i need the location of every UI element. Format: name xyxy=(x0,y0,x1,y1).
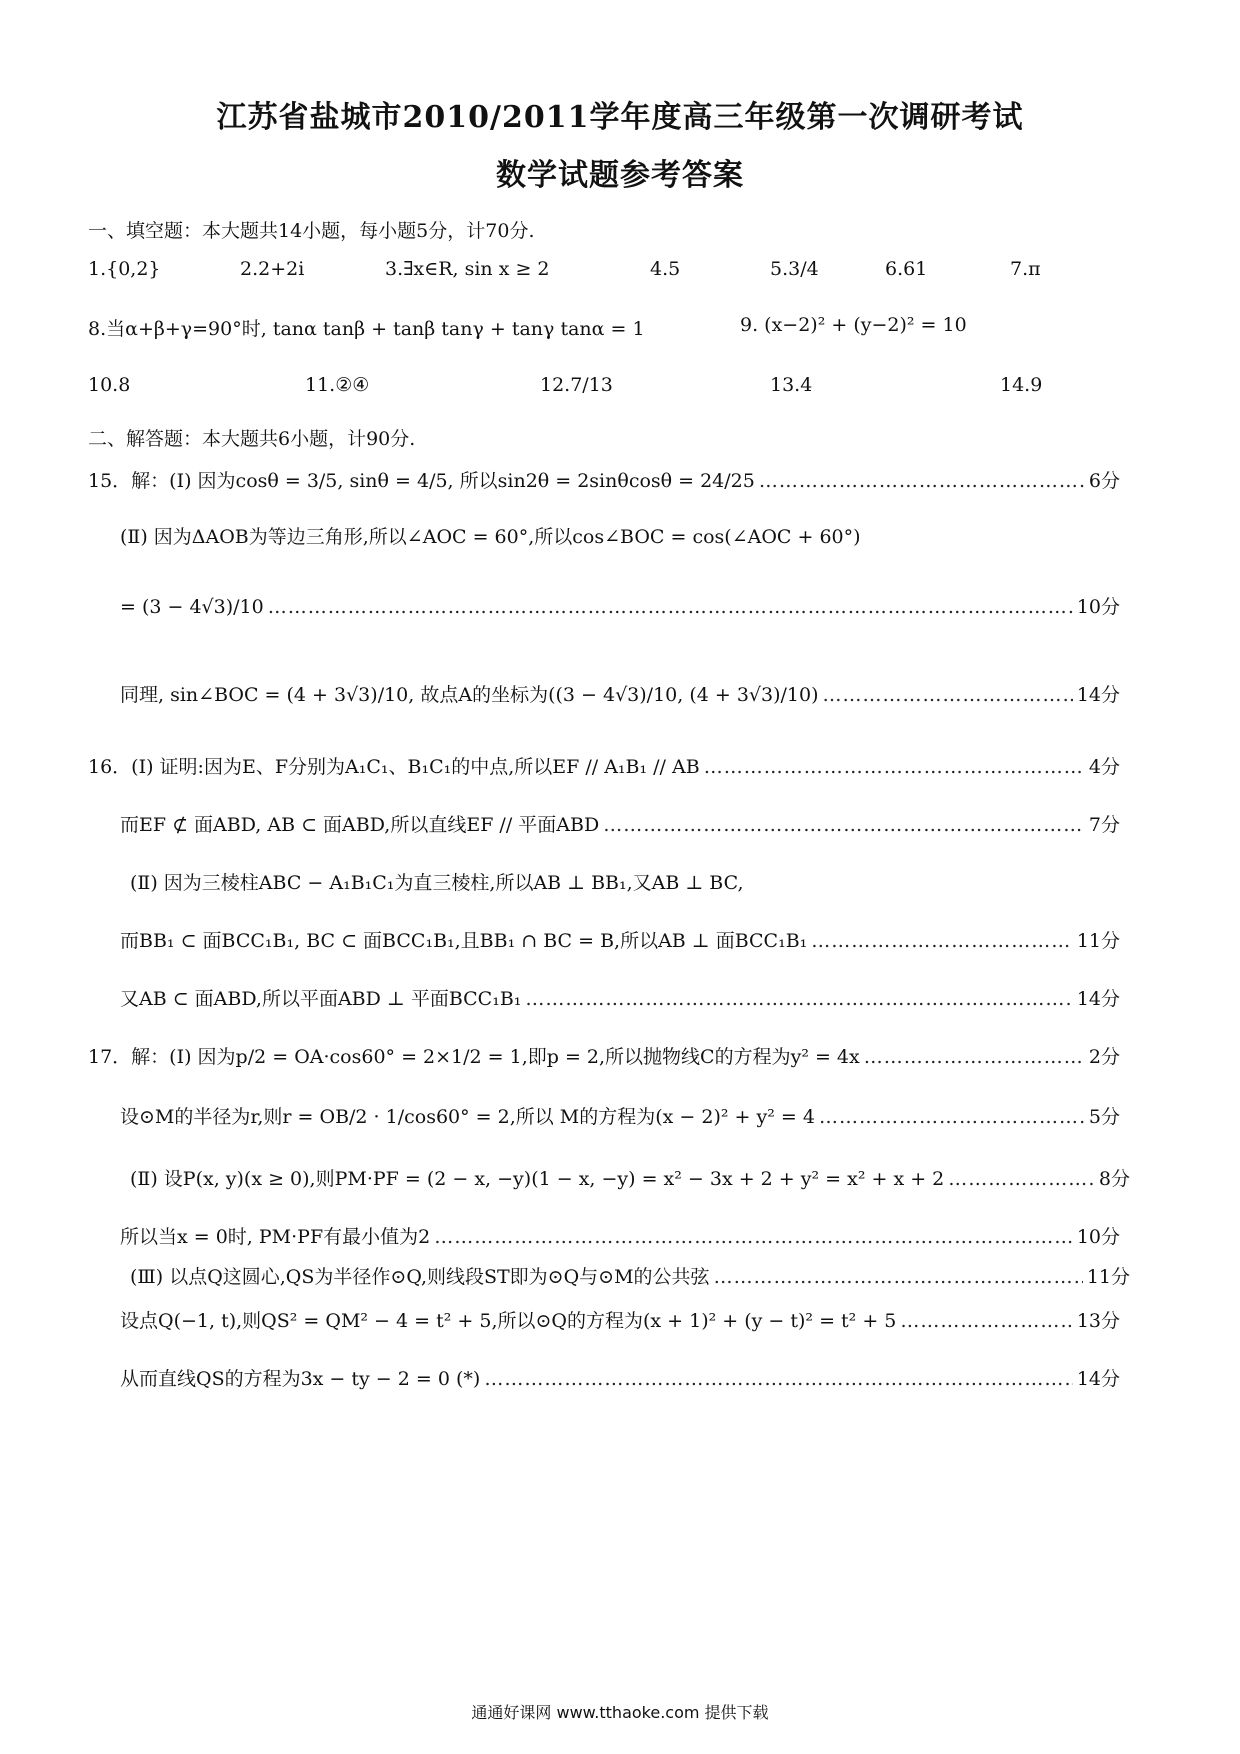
answer-14: 14.9 xyxy=(1000,374,1043,396)
solution-line: 从而直线QS的方程为3x − ty − 2 = 0 (*) …………………………………………………………………………………………………………………………………………………………………………………………………… 14分 xyxy=(120,1364,1120,1391)
answer-11: 11.②④ xyxy=(305,374,370,396)
document-title: 江苏省盐城市2010/2011学年度高三年级第一次调研考试 xyxy=(216,100,1024,135)
solution-line: (Ⅲ) 以点Q这圆心,QS为半径作⊙Q,则线段ST即为⊙Q与⊙M的公共弦 …………………………………………………………………………………………………………………………………………………………………………………………………… 11分 xyxy=(130,1262,1130,1289)
solution-line: 17．解：(Ⅰ) 因为p/2 = OA·cos60° = 2×1/2 = 1,即p = 2,所以抛物线C的方程为y² = 4x …………………………………………………………………………………………………………………………………………………………………………………………………… 2分 xyxy=(88,1042,1120,1069)
solution-line: 15．解：(Ⅰ) 因为cosθ = 3/5, sinθ = 4/5, 所以sin2θ = 2sinθcosθ = 24/25 …………………………………………………………………………………………………………………………………………………………………………………………………… 6分 xyxy=(88,466,1120,493)
solution-line: 而BB₁ ⊂ 面BCC₁B₁, BC ⊂ 面BCC₁B₁,且BB₁ ∩ BC = B,所以AB ⊥ 面BCC₁B₁ …………………………………………………………………………………………………………………………………………………………………………………………………… 11分 xyxy=(120,926,1120,953)
solution-line: 又AB ⊂ 面ABD,所以平面ABD ⊥ 平面BCC₁B₁ …………………………………………………………………………………………………………………………………………………………………………………………………… 14分 xyxy=(120,984,1120,1011)
answer-1: 1.{0,2} xyxy=(88,258,161,280)
answer-7: 7.π xyxy=(1010,258,1041,280)
answer-9: 9. (x−2)² + (y−2)² = 10 xyxy=(740,314,967,336)
answer-4: 4.5 xyxy=(650,258,681,280)
solution-line: 同理, sin∠BOC = (4 + 3√3)/10, 故点A的坐标为((3 − 4√3)/10, (4 + 3√3)/10) …………………………………………………………………………………………………………………………………………………………………………………………………… 14分 xyxy=(120,680,1120,707)
answer-3: 3.∃x∈R, sin x ≥ 2 xyxy=(385,258,550,280)
answer-8: 8.当α+β+γ=90°时, tanα tanβ + tanβ tanγ + tanγ tanα = 1 xyxy=(88,318,645,340)
solution-line: (Ⅱ) 因为三棱柱ABC − A₁B₁C₁为直三棱柱,所以AB ⊥ BB₁,又AB ⊥ BC, xyxy=(130,872,744,894)
solution-line: 16．(Ⅰ) 证明:因为E、F分别为A₁C₁、B₁C₁的中点,所以EF // A₁B₁ // AB …………………………………………………………………………………………………………………………………………………………………………………………………… 4分 xyxy=(88,752,1120,779)
answer-10: 10.8 xyxy=(88,374,131,396)
document-subtitle: 数学试题参考答案 xyxy=(496,158,744,193)
page-footer: 通通好课网 www.tthaoke.com 提供下载 xyxy=(471,1703,769,1722)
solution-line: = (3 − 4√3)/10 …………………………………………………………………………………………………………………………………………………………………………………………………… 10分 xyxy=(120,592,1120,619)
answer-13: 13.4 xyxy=(770,374,813,396)
answer-6: 6.61 xyxy=(885,258,928,280)
solution-line: (Ⅱ) 设P(x, y)(x ≥ 0),则PM·PF = (2 − x, −y)(1 − x, −y) = x² − 3x + 2 + y² = x² + x + 2 …………………………………………………………………………………………………………………………………………………………………………………………………… 8分 xyxy=(130,1164,1130,1191)
solution-line: 而EF ⊄ 面ABD, AB ⊂ 面ABD,所以直线EF // 平面ABD …………………………………………………………………………………………………………………………………………………………………………………………………… 7分 xyxy=(120,810,1120,837)
solution-line: (Ⅱ) 因为ΔAOB为等边三角形,所以∠AOC = 60°,所以cos∠BOC = cos(∠AOC + 60°) xyxy=(120,526,861,548)
answer-5: 5.3/4 xyxy=(770,258,819,280)
answer-12: 12.7/13 xyxy=(540,374,613,396)
section-heading-solutions: 二、解答题：本大题共6小题，计90分. xyxy=(88,428,416,450)
solution-line: 所以当x = 0时, PM·PF有最小值为2 …………………………………………………………………………………………………………………………………………………………………………………………………… 10分 xyxy=(120,1222,1120,1249)
solution-line: 设⊙M的半径为r,则r = OB/2 · 1/cos60° = 2,所以 M的方程为(x − 2)² + y² = 4 …………………………………………………………………………………………………………………………………………………………………………………………………… 5分 xyxy=(120,1102,1120,1129)
answer-2: 2.2+2i xyxy=(240,258,305,280)
solution-line: 设点Q(−1, t),则QS² = QM² − 4 = t² + 5,所以⊙Q的方程为(x + 1)² + (y − t)² = t² + 5 …………………………………………………………………………………………………………………………………………………………………………………………………… 13分 xyxy=(120,1306,1120,1333)
section-heading-fill-in: 一、填空题：本大题共14小题，每小题5分，计70分. xyxy=(88,220,535,242)
